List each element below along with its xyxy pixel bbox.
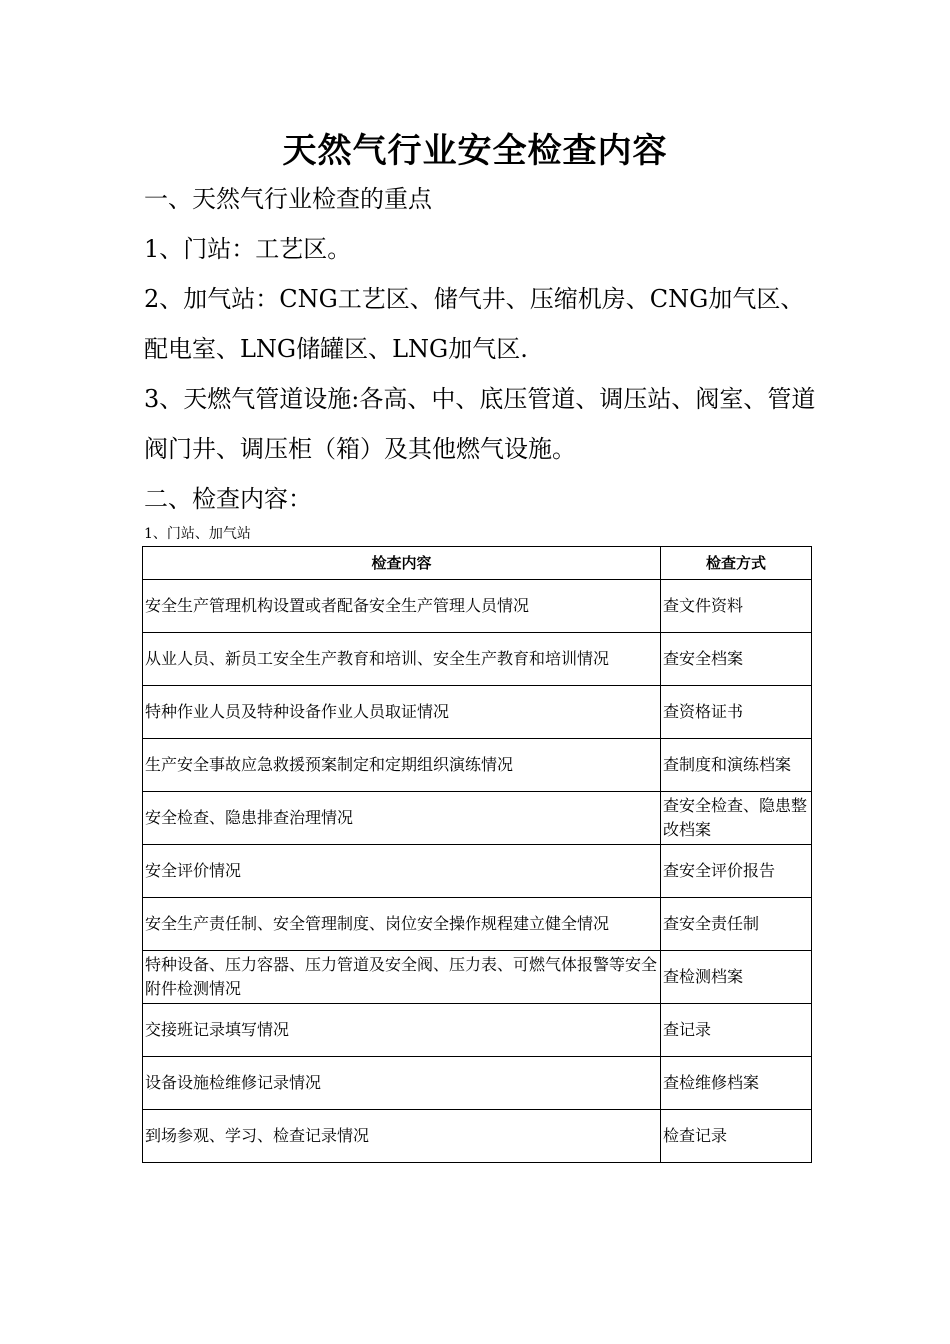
cell-method: 查检维修档案: [661, 1057, 812, 1110]
table-row: [143, 1004, 812, 1057]
cell-method: 查文件资料: [661, 580, 812, 633]
cell-content: 安全检查、隐患排查治理情况: [143, 792, 661, 845]
column-header-method: 检查方式: [661, 547, 812, 580]
cell-content: 设备设施检维修记录情况: [143, 1057, 661, 1110]
key-point-item-filling-station: 2、加气站：CNG工艺区、储气井、压缩机房、CNG加气区、配电室、LNG储罐区、LNG加气区.: [144, 285, 805, 363]
cell-content: 特种作业人员及特种设备作业人员取证情况: [143, 686, 661, 739]
cell-content: 安全评价情况: [143, 845, 661, 898]
table-row: [143, 845, 812, 898]
cell-method: 查安全检查、隐患整改档案: [661, 792, 812, 845]
cell-method: 查记录: [661, 1004, 812, 1057]
cell-content: 安全生产责任制、安全管理制度、岗位安全操作规程建立健全情况: [143, 898, 661, 951]
table-row: [143, 739, 812, 792]
document-title: 天然气行业安全检查内容: [282, 131, 668, 171]
inspection-table: [142, 546, 812, 1163]
section-heading-key-points: 一、天然气行业检查的重点: [144, 185, 432, 213]
table-row: [143, 792, 812, 845]
cell-method: 查资格证书: [661, 686, 812, 739]
cell-content: 安全生产管理机构设置或者配备安全生产管理人员情况: [143, 580, 661, 633]
key-point-item-gate-station: 1、门站：工艺区。: [144, 235, 352, 263]
cell-method: 查制度和演练档案: [661, 739, 812, 792]
cell-method: 查安全档案: [661, 633, 812, 686]
cell-content: 从业人员、新员工安全生产教育和培训、安全生产教育和培训情况: [143, 633, 661, 686]
cell-method: 查安全责任制: [661, 898, 812, 951]
column-header-content: 检查内容: [143, 547, 661, 580]
section-heading-inspection-content: 二、检查内容：: [144, 485, 312, 513]
cell-content: 交接班记录填写情况: [143, 1004, 661, 1057]
key-point-item-pipeline-facilities: 3、天燃气管道设施:各高、中、底压管道、调压站、阀室、管道阀门井、调压柜（箱）及其他燃气设施。: [144, 385, 816, 463]
table-caption: 1、门站、加气站: [144, 526, 251, 542]
table-row: [143, 580, 812, 633]
table-header-row: [143, 547, 812, 580]
table-row: [143, 898, 812, 951]
cell-method: 查安全评价报告: [661, 845, 812, 898]
table-row: [143, 1057, 812, 1110]
cell-content: 生产安全事故应急救援预案制定和定期组织演练情况: [143, 739, 661, 792]
cell-method: 检查记录: [661, 1110, 812, 1163]
table-row: [143, 633, 812, 686]
cell-content: 到场参观、学习、检查记录情况: [143, 1110, 661, 1163]
table-row: [143, 951, 812, 1004]
table-row: [143, 686, 812, 739]
cell-method: 查检测档案: [661, 951, 812, 1004]
table-row: [143, 1110, 812, 1163]
cell-content: 特种设备、压力容器、压力管道及安全阀、压力表、可燃气体报警等安全附件检测情况: [143, 951, 661, 1004]
